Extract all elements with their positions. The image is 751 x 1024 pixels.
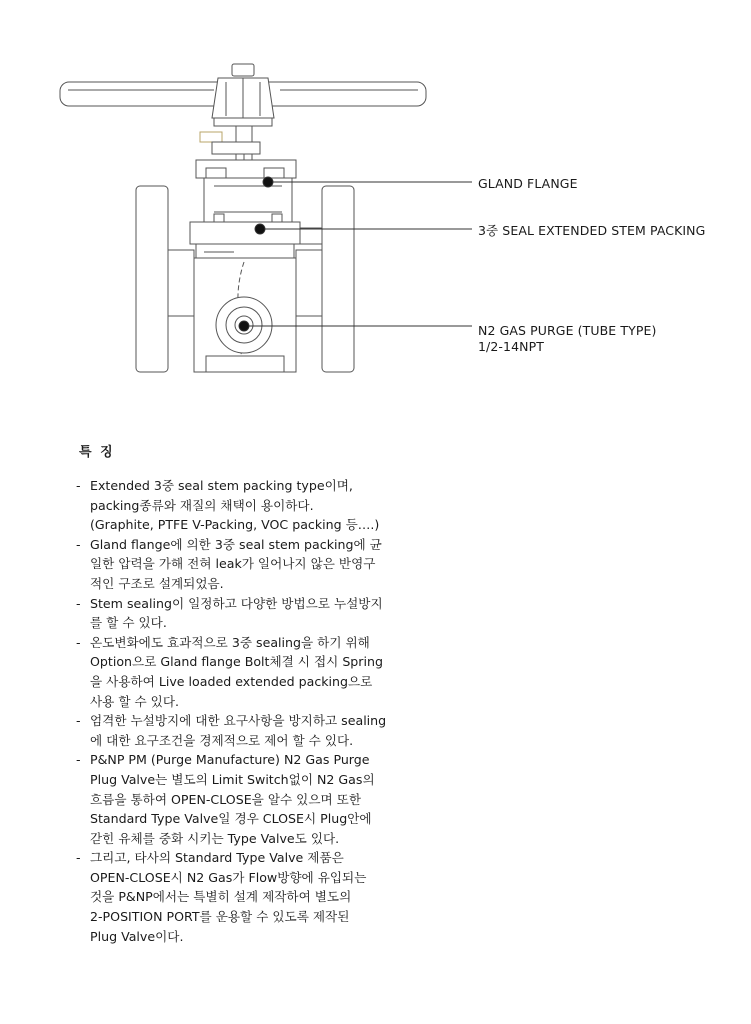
feature-line: - 온도변화에도 효과적으로 3중 sealing을 하기 위해 (90, 634, 370, 650)
feature-line: 흐름을 통하여 OPEN-CLOSE을 알수 있으며 또한 (90, 791, 361, 807)
marker-n2-purge (239, 321, 249, 331)
feature-item (76, 476, 416, 535)
marker-gland-flange (263, 177, 273, 187)
feature-line: Option으로 Gland flange Bolt체결 시 접시 Spring (90, 654, 383, 670)
callout-n2-purge (478, 323, 656, 355)
feature-line: 을 사용하여 Live loaded extended packing으로 (90, 673, 373, 689)
feature-line: 갇힌 유체를 중화 시키는 Type Valve도 있다. (90, 830, 340, 846)
callout-stem-packing: 3중 SEAL EXTENDED STEM PACKING (478, 223, 706, 238)
right-flange (296, 186, 354, 372)
callout-n2-purge-line1: N2 GAS PURGE (TUBE TYPE) (478, 323, 657, 338)
feature-line: packing종류와 재질의 채택이 용이하다. (90, 497, 314, 513)
feature-item (76, 750, 416, 848)
feature-list (76, 476, 416, 946)
feature-line: - P&NP PM (Purge Manufacture) N2 Gas Purge (90, 752, 370, 768)
feature-line: - Gland flange에 의한 3중 seal stem packing에 균 (90, 536, 382, 552)
gland-flange-part (196, 160, 296, 228)
feature-item (76, 848, 416, 946)
callout-gland-flange: GLAND FLANGE (478, 176, 578, 191)
feature-line: - Stem sealing이 일정하고 다양한 방법으로 누설방지 (90, 595, 383, 611)
feature-line: - 엄격한 누설방지에 대한 요구사항을 방지하고 sealing (90, 713, 387, 729)
feature-line: Plug Valve이다. (90, 928, 184, 944)
feature-item (76, 535, 416, 594)
feature-line: 사용 할 수 있다. (90, 693, 180, 709)
feature-line: 를 할 수 있다. (90, 615, 167, 631)
marker-stem-packing (255, 224, 265, 234)
feature-item (76, 594, 416, 633)
feature-item (76, 633, 416, 711)
feature-item (76, 711, 416, 750)
feature-line: 2-POSITION PORT를 운용할 수 있도록 제작된 (90, 909, 350, 925)
feature-line: 적인 구조로 설계되었음. (90, 575, 224, 591)
feature-line: - 그리고, 타사의 Standard Type Valve 제품은 (90, 850, 344, 866)
handwheel-hub (212, 64, 274, 126)
section-title: 특 징 (79, 445, 115, 460)
feature-line: 일한 압력을 가해 전혀 leak가 일어나지 않은 반영구 (90, 556, 376, 572)
valve-diagram (0, 0, 751, 420)
feature-line: 에 대한 요구조건을 경제적으로 제어 할 수 있다. (90, 732, 354, 748)
feature-line: - Extended 3중 seal stem packing type이며, (90, 478, 353, 493)
feature-line: OPEN-CLOSE시 N2 Gas가 Flow방향에 유입되는 (90, 869, 367, 885)
feature-line: 것을 P&NP에서는 특별히 설계 제작하여 별도의 (90, 889, 352, 905)
feature-line: Standard Type Valve일 경우 CLOSE시 Plug안에 (90, 811, 372, 827)
feature-line: Plug Valve는 별도의 Limit Switch없이 N2 Gas의 (90, 771, 375, 787)
left-flange (136, 186, 194, 372)
feature-line: (Graphite, PTFE V-Packing, VOC packing 등….) (90, 517, 380, 533)
callout-n2-purge-line2: 1/2-14NPT (478, 339, 544, 354)
